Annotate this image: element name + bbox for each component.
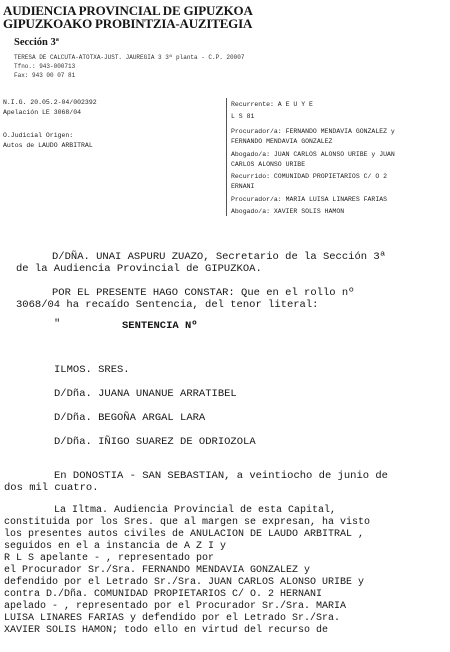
court-address: TERESA DE CALCUTA-ATOTXA-JUST. JAUREGIA 3 3ª planta - C.P. 20007: [14, 54, 245, 61]
paragraph-line: constituida por los Sres. que al margen se expresan, ha visto: [4, 517, 371, 528]
magistrate-1: D/Dña. JUANA UNANUE ARRATIBEL: [54, 388, 237, 400]
court-phone: Tfno.: 943-000713: [14, 63, 76, 70]
respondent-procurador: Procurador/a: MARIA LUISA LINARES FARIAS: [231, 196, 388, 203]
paragraph-line: contra D./Dña. COMUNIDAD PROPIETARIOS C/ O. 2 HERNANI: [4, 589, 323, 600]
nig-number: N.I.G. 20.05.2-04/002392: [3, 99, 97, 106]
magistrates-heading: ILMOS. SRES.: [54, 364, 130, 376]
appellant-lawyer-continued: CARLOS ALONSO URIBE: [231, 161, 306, 168]
paragraph-line: La Iltma. Audiencia Provincial de esta Capital,: [54, 505, 337, 516]
paragraph-line: XAVIER SOLIS HAMON; todo ello en virtud del recurso de: [4, 625, 329, 636]
secretary-line-2: de la Audiencia Provincial de GIPUZKOA.: [16, 263, 262, 275]
certification-line: POR EL PRESENTE HAGO CONSTAR: Que en el rollo nº: [52, 287, 355, 299]
case-type: Autos de LAUDO ARBITRAL: [3, 142, 93, 149]
court-name-eu: GIPUZKOAKO PROBINTZIA-AUZITEGIA: [3, 16, 253, 31]
date-line-2: dos mil cuatro.: [4, 482, 99, 494]
secretary-line: D/DÑA. UNAI ASPURU ZUAZO, Secretario de la Sección 3ª: [52, 251, 386, 263]
certification-line-2: 3068/04 ha recaído Sentencia, del tenor literal:: [16, 299, 319, 311]
date-line: En DONOSTIA - SAN SEBASTIAN, a veintiocho de junio de: [54, 470, 388, 482]
respondent-continued: ERNANI: [231, 183, 255, 190]
respondent-lawyer: Abogado/a: XAVIER SOLIS HAMON: [231, 208, 345, 215]
paragraph-line: seguidos en el a instancia de A Z I y: [4, 541, 227, 552]
section-label: Sección 3ª: [14, 37, 59, 48]
opening-quote: ": [54, 318, 61, 330]
appeal-number: Apelación LE 3068/04: [3, 109, 82, 116]
appellant: Recurrente: A E U Y E: [231, 101, 313, 108]
appellant-continued: L S 81: [231, 113, 255, 120]
court-fax: Fax: 943 00 07 81: [14, 72, 76, 79]
divider-line: [226, 98, 227, 216]
sentence-title: SENTENCIA Nº: [122, 320, 198, 332]
paragraph-line: LUISA LINARES FARIAS y defendido por el Letrado Sr./Sra.: [4, 613, 341, 624]
paragraph-line: el Procurador Sr./Sra. FERNANDO MENDAVIA GONZALEZ y: [4, 565, 311, 576]
magistrate-3: D/Dña. IÑIGO SUAREZ DE ODRIOZOLA: [54, 436, 256, 448]
paragraph-line: R L S apelante - , representado por: [4, 553, 215, 564]
appellant-lawyer: Abogado/a: JUAN CARLOS ALONSO URIBE y JUAN: [231, 151, 395, 158]
appellant-procurador: Procurador/a: FERNANDO MENDAVIA GONZALEZ y: [231, 128, 395, 135]
paragraph-line: defendido por el Letrado Sr./Sra. JUAN CARLOS ALONSO URIBE y: [4, 577, 365, 588]
paragraph-line: apelado - , representado por el Procurador Sr./Sra. MARIA: [4, 601, 347, 612]
paragraph-line: los presentes autos civiles de ANULACION DE LAUDO ARBITRAL ,: [4, 529, 365, 540]
respondent: Recurrido: COMUNIDAD PROPIETARIOS C/ O 2: [231, 173, 388, 180]
origin-court-label: O.Judicial Origen:: [3, 132, 74, 139]
appellant-procurador-continued: FERNANDO MENDAVIA GONZALEZ: [231, 138, 333, 145]
magistrate-2: D/Dña. BEGOÑA ARGAL LARA: [54, 412, 206, 424]
court-name-es: AUDIENCIA PROVINCIAL DE GIPUZKOA: [3, 3, 253, 18]
